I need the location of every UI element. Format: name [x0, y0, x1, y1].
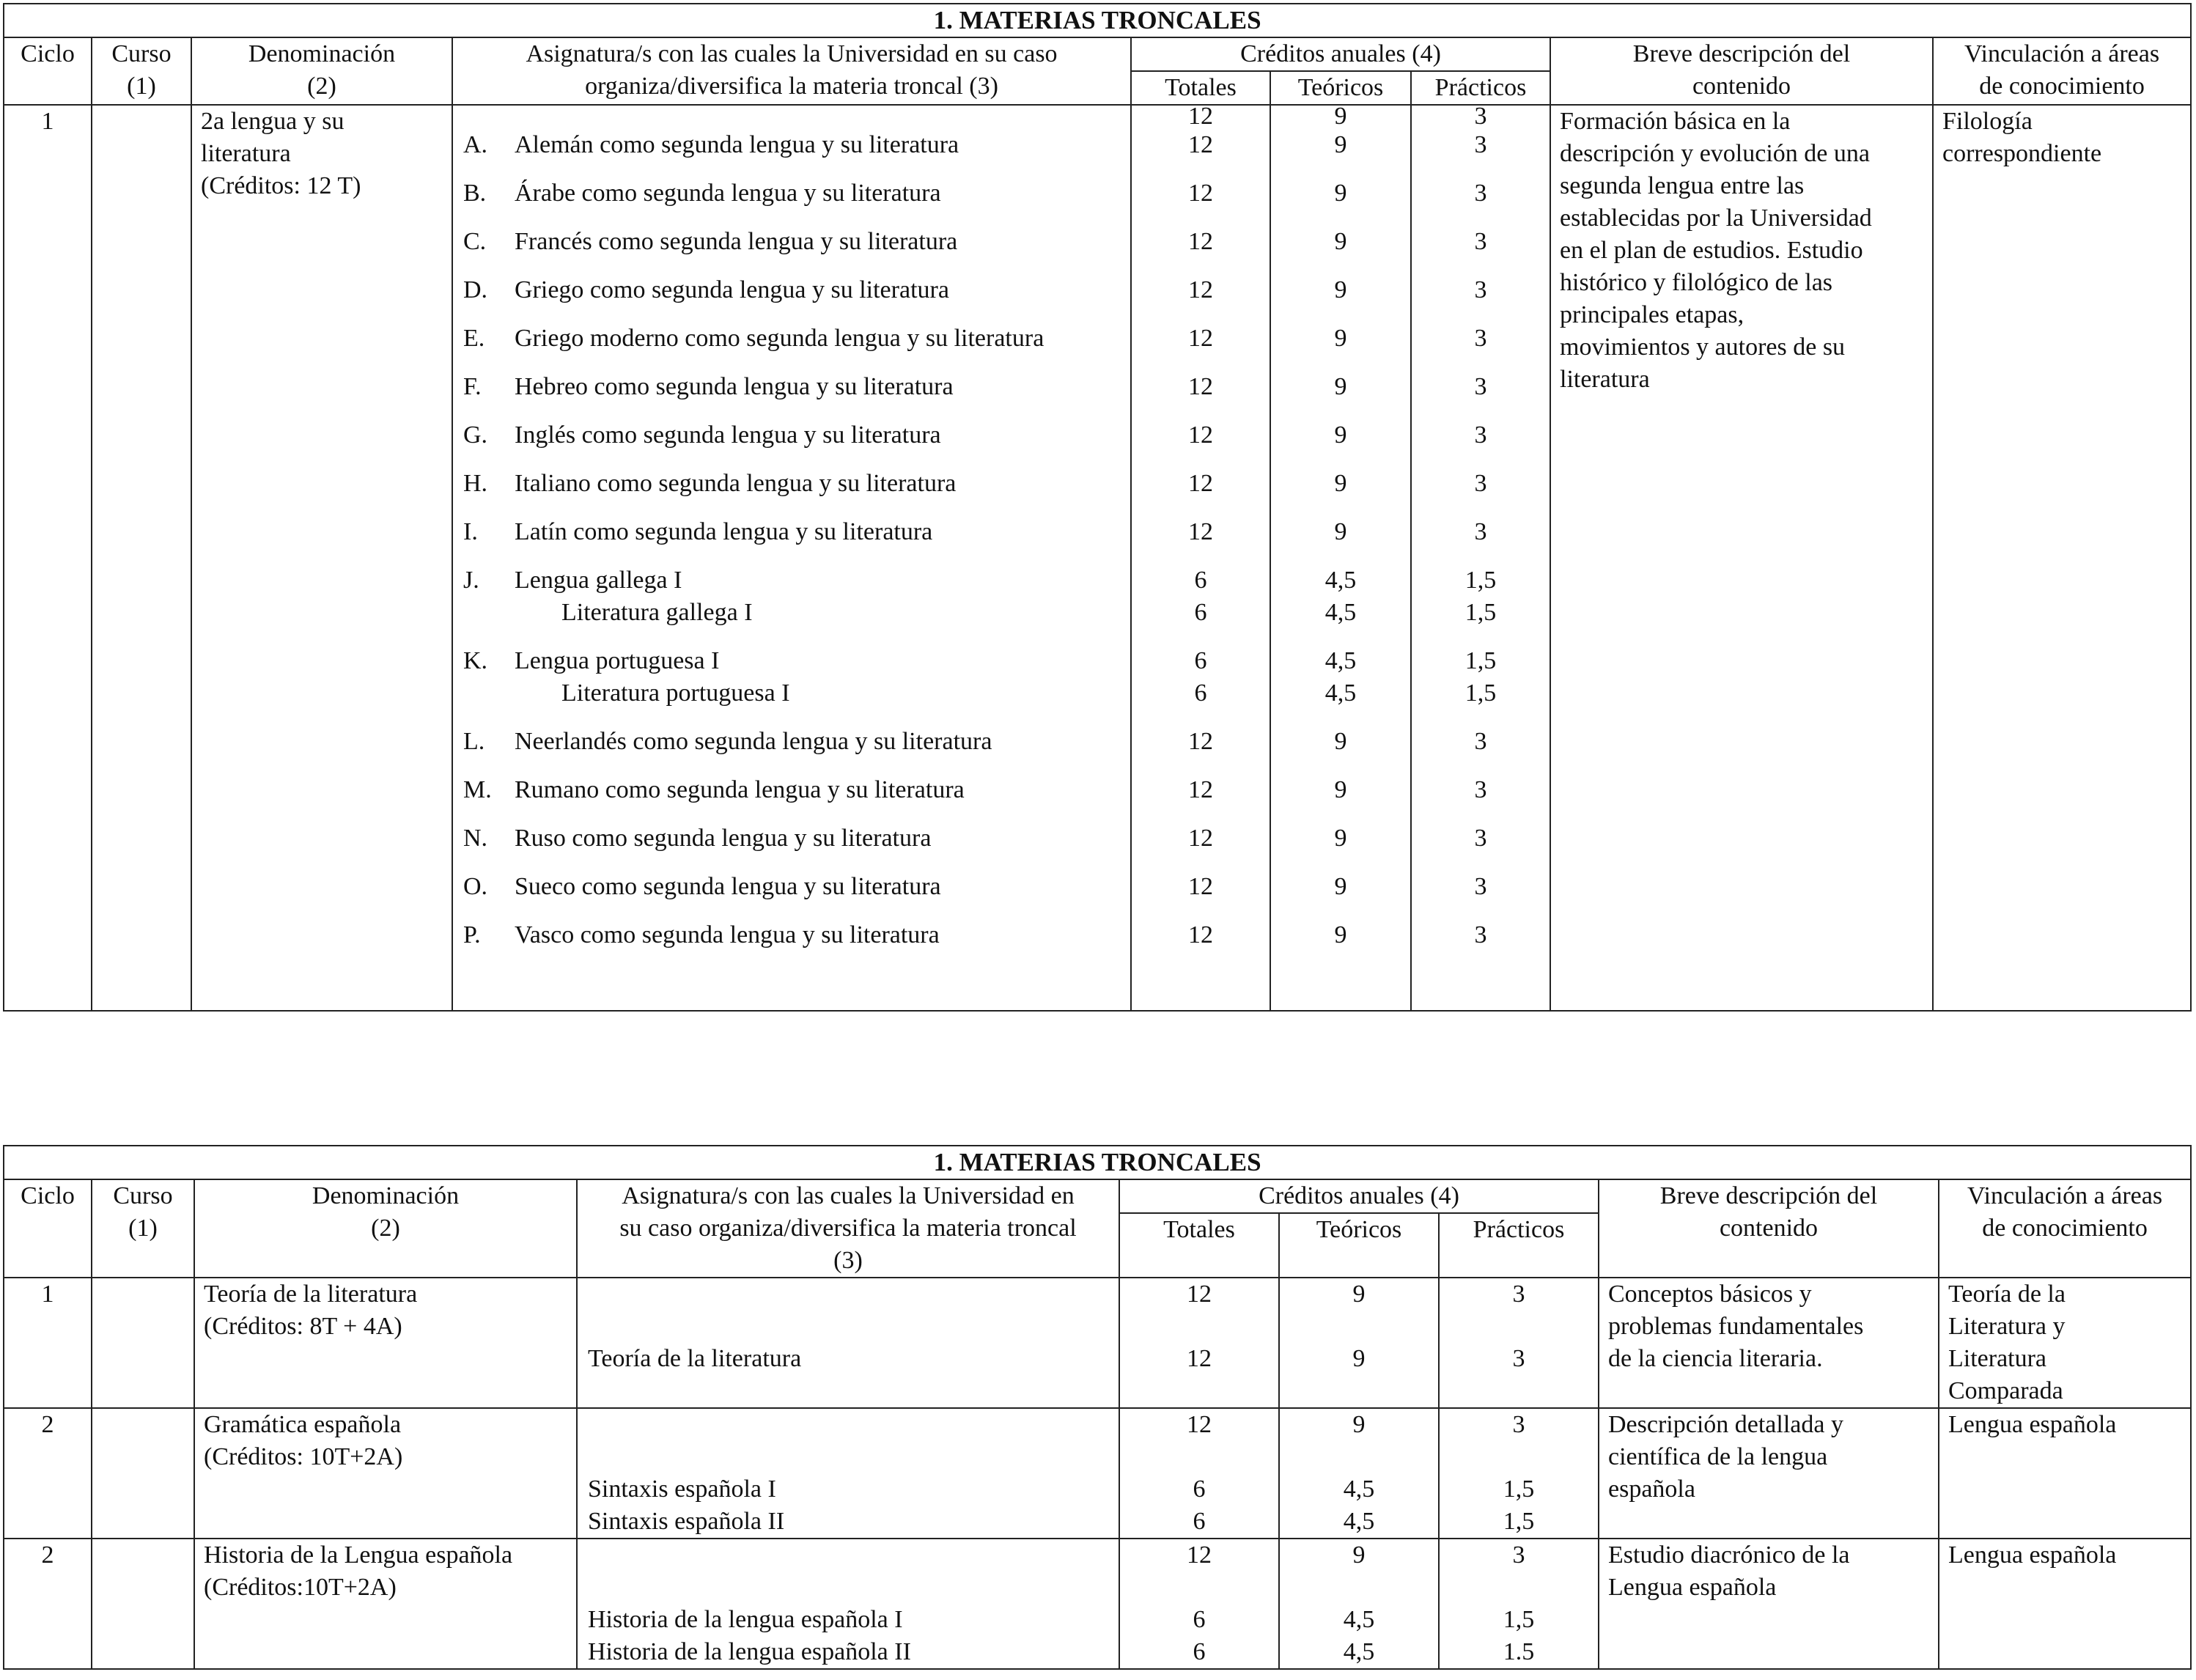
- asignaturas-cell: [577, 1408, 1119, 1539]
- asignatura-line: [453, 871, 1130, 903]
- teoricos-value: 9: [1334, 728, 1347, 755]
- teoricos-value: 4,5: [1324, 647, 1357, 674]
- header-totales: Totales: [1119, 1213, 1279, 1278]
- teoricos-value: 4,5: [1324, 567, 1357, 594]
- practicos-value: 1,5: [1503, 1606, 1535, 1633]
- totales-value: 12: [1188, 728, 1213, 755]
- ciclo-cell: 2: [4, 1539, 92, 1669]
- totales-value: 12: [1188, 470, 1213, 497]
- totales-value-group: [1132, 129, 1270, 161]
- practicos-value: 3: [1474, 373, 1487, 400]
- asignatura-name: Lengua gallega I: [515, 567, 682, 594]
- curso-cell: [92, 105, 191, 1011]
- totales-value: 12: [1188, 228, 1213, 255]
- asignatura-line: [453, 645, 1130, 677]
- totales-value-group: [1132, 419, 1270, 452]
- asignatura-name: Árabe como segunda lengua y su literatura: [515, 180, 941, 207]
- header-breve-descripcion: Breve descripción del contenido: [1599, 1179, 1939, 1278]
- practicos-cell: [1439, 1408, 1599, 1539]
- totales-value: [1120, 1311, 1278, 1343]
- summary-practicos: 3: [1474, 103, 1487, 130]
- asignatura-line: [453, 274, 1130, 306]
- asignatura-line: [453, 564, 1130, 597]
- header-asignatura: Asignatura/s con las cuales la Universidad en su caso organiza/diversifica la materia troncal (3): [577, 1179, 1119, 1278]
- summary-teoricos: 9: [1334, 103, 1347, 130]
- list-item: [453, 371, 1130, 403]
- totales-value: 12: [1188, 131, 1213, 158]
- materias-troncales-table-2: [3, 1145, 2192, 1670]
- table-row: [4, 105, 2191, 1011]
- practicos-value-group: [1412, 323, 1550, 355]
- totales-value-group: [1132, 468, 1270, 500]
- teoricos-value: 9: [1334, 180, 1347, 207]
- teoricos-value: 9: [1334, 131, 1347, 158]
- header-totales: Totales: [1131, 71, 1270, 105]
- header-curso: Curso (1): [92, 1179, 194, 1278]
- asignatura-sub-name: Literatura gallega I: [561, 599, 753, 626]
- practicos-value: 3: [1512, 1541, 1525, 1569]
- totales-value: 12: [1188, 373, 1213, 400]
- list-item: [453, 726, 1130, 758]
- header-creditos: Créditos anuales (4): [1119, 1179, 1599, 1213]
- asignatura-name: Alemán como segunda lengua y su literatura: [515, 131, 959, 158]
- asignaturas-cell: [577, 1539, 1119, 1669]
- descripcion-cell: Estudio diacrónico de la Lengua española: [1599, 1539, 1939, 1669]
- practicos-value: 1,5: [1464, 679, 1497, 707]
- asignatura-line: [453, 774, 1130, 806]
- totales-value: 12: [1188, 180, 1213, 207]
- denominacion-cell: Gramática española (Créditos: 10T+2A): [194, 1408, 577, 1539]
- practicos-value-group: [1412, 516, 1550, 548]
- totales-value: 12: [1188, 325, 1213, 352]
- practicos-value-group: [1412, 822, 1550, 855]
- totales-value-group: [1132, 919, 1270, 951]
- header-denominacion: Denominación (2): [191, 37, 452, 105]
- asignatura-letter: E.: [463, 325, 485, 352]
- totales-value: 12: [1187, 1345, 1212, 1372]
- asignatura-name: Ruso como segunda lengua y su literatura: [515, 825, 932, 852]
- teoricos-value-group: [1271, 323, 1410, 355]
- practicos-value-group: [1412, 419, 1550, 452]
- totales-cell: [1119, 1539, 1279, 1669]
- list-item: [453, 822, 1130, 855]
- teoricos-value: 9: [1334, 470, 1347, 497]
- teoricos-value-group: [1271, 822, 1410, 855]
- totales-value: 12: [1188, 518, 1213, 545]
- vinculacion-cell: Filología correspondiente: [1933, 105, 2191, 1011]
- asignatura-line: [453, 323, 1130, 355]
- totales-cell: [1119, 1278, 1279, 1408]
- header-practicos: Prácticos: [1439, 1213, 1599, 1278]
- teoricos-value: 4,5: [1324, 599, 1357, 626]
- header-curso: Curso (1): [92, 37, 191, 105]
- teoricos-value-group: [1271, 726, 1410, 758]
- teoricos-value: 9: [1334, 921, 1347, 948]
- totales-value-group: [1132, 774, 1270, 806]
- practicos-cell: [1439, 1539, 1599, 1669]
- totales-value-group: [1132, 871, 1270, 903]
- practicos-value-group: [1412, 226, 1550, 258]
- table-row: [4, 1278, 2191, 1408]
- totales-value: 6: [1194, 567, 1207, 594]
- list-item: [453, 323, 1130, 355]
- descripcion-cell: Descripción detallada y científica de la lengua española: [1599, 1408, 1939, 1539]
- asignatura-line: [453, 468, 1130, 500]
- totales-value: 12: [1188, 921, 1213, 948]
- descripcion-cell: Formación básica en la descripción y evolución de una segunda lengua entre las establecidas por la Universidad en el plan de estudios. Estudio histórico y filológico de las principales etapas, movimientos y autores de su literatura: [1550, 105, 1933, 1011]
- denominacion-cell: Historia de la Lengua española (Créditos:10T+2A): [194, 1539, 577, 1669]
- teoricos-value-group: [1271, 226, 1410, 258]
- teoricos-value-group: [1271, 645, 1410, 710]
- header-teoricos: Teóricos: [1279, 1213, 1439, 1278]
- totales-value-group: [1132, 323, 1270, 355]
- practicos-value: 3: [1474, 873, 1487, 900]
- teoricos-value: 9: [1334, 421, 1347, 449]
- asignatura-name: Neerlandés como segunda lengua y su literatura: [515, 728, 992, 755]
- asignatura-letter: I.: [463, 518, 478, 545]
- totales-value-group: [1132, 822, 1270, 855]
- totales-value: [1120, 1572, 1278, 1604]
- asignatura-letter: G.: [463, 421, 488, 449]
- ciclo-cell: 1: [4, 105, 92, 1011]
- table-title: 1. MATERIAS TRONCALES: [4, 1146, 2191, 1179]
- totales-value-group: [1132, 726, 1270, 758]
- asignatura-sub-name: Literatura portuguesa I: [561, 679, 790, 707]
- practicos-value: 3: [1474, 728, 1487, 755]
- practicos-value: [1440, 1441, 1598, 1473]
- asignatura-name: [588, 1441, 1119, 1473]
- ciclo-cell: 2: [4, 1408, 92, 1539]
- asignatura-letter: K.: [463, 647, 488, 674]
- practicos-value-group: [1412, 564, 1550, 629]
- practicos-value: 3: [1474, 325, 1487, 352]
- summary-totales: 12: [1188, 103, 1213, 130]
- practicos-value: 3: [1512, 1411, 1525, 1438]
- teoricos-value-group: [1271, 516, 1410, 548]
- totales-value: 6: [1193, 1606, 1206, 1633]
- asignatura-name: Sintaxis española I: [588, 1475, 776, 1503]
- teoricos-value: 4,5: [1343, 1508, 1375, 1535]
- asignatura-letter: J.: [463, 567, 479, 594]
- header-ciclo: Ciclo: [4, 37, 92, 105]
- teoricos-value: 4,5: [1343, 1606, 1375, 1633]
- practicos-value-group: [1412, 726, 1550, 758]
- asignatura-name: [588, 1311, 1119, 1343]
- practicos-value: 3: [1474, 470, 1487, 497]
- list-item: [453, 871, 1130, 903]
- teoricos-value: 9: [1334, 825, 1347, 852]
- asignaturas-cell: [452, 105, 1131, 1011]
- practicos-value: 3: [1474, 276, 1487, 303]
- teoricos-cell: [1279, 1278, 1439, 1408]
- asignatura-name: Lengua portuguesa I: [515, 647, 720, 674]
- header-creditos: Créditos anuales (4): [1131, 37, 1550, 71]
- totales-value: 12: [1187, 1541, 1212, 1569]
- header-breve-descripcion: Breve descripción del contenido: [1550, 37, 1933, 105]
- totales-cell: [1119, 1408, 1279, 1539]
- denominacion-cell: 2a lengua y su literatura (Créditos: 12 T): [191, 105, 452, 1011]
- totales-value: 6: [1194, 647, 1207, 674]
- teoricos-value: 4,5: [1324, 679, 1357, 707]
- practicos-value: 3: [1474, 228, 1487, 255]
- header-teoricos: Teóricos: [1270, 71, 1411, 105]
- list-item: [453, 645, 1130, 710]
- teoricos-value: 9: [1334, 325, 1347, 352]
- curso-cell: [92, 1278, 194, 1408]
- teoricos-value-group: [1271, 129, 1410, 161]
- teoricos-value: 4,5: [1343, 1638, 1375, 1665]
- totales-value: [1120, 1375, 1278, 1407]
- teoricos-value-group: [1271, 371, 1410, 403]
- practicos-value: 3: [1474, 825, 1487, 852]
- practicos-value-group: [1412, 871, 1550, 903]
- practicos-value: 3: [1474, 180, 1487, 207]
- curso-cell: [92, 1408, 194, 1539]
- list-item: [453, 419, 1130, 452]
- asignatura-letter: L.: [463, 728, 485, 755]
- asignatura-name: Hebreo como segunda lengua y su literatura: [515, 373, 954, 400]
- teoricos-value-group: [1271, 919, 1410, 951]
- practicos-value-group: [1412, 645, 1550, 710]
- totales-value: 12: [1188, 873, 1213, 900]
- totales-value: 6: [1193, 1508, 1206, 1535]
- totales-value: 12: [1188, 421, 1213, 449]
- header-asignatura: Asignatura/s con las cuales la Universidad en su caso organiza/diversifica la materia troncal (3): [452, 37, 1131, 105]
- asignatura-letter: D.: [463, 276, 488, 303]
- asignatura-name: [588, 1409, 1119, 1441]
- practicos-value: 3: [1474, 421, 1487, 449]
- table-title: 1. MATERIAS TRONCALES: [4, 4, 2191, 37]
- teoricos-value-group: [1271, 419, 1410, 452]
- teoricos-value: 9: [1334, 373, 1347, 400]
- practicos-value: 3: [1474, 921, 1487, 948]
- asignatura-name: Sueco como segunda lengua y su literatura: [515, 873, 941, 900]
- list-item: [453, 564, 1130, 629]
- totales-value: 6: [1193, 1638, 1206, 1665]
- practicos-value: 3: [1474, 518, 1487, 545]
- teoricos-cell: [1270, 105, 1411, 1011]
- totales-value: 12: [1187, 1281, 1212, 1308]
- list-item: [453, 226, 1130, 258]
- practicos-value-group: [1412, 468, 1550, 500]
- teoricos-value: 9: [1352, 1345, 1366, 1372]
- teoricos-value: 9: [1334, 873, 1347, 900]
- totales-value-group: [1132, 274, 1270, 306]
- asignatura-line: [453, 177, 1130, 210]
- asignatura-name: Inglés como segunda lengua y su literatura: [515, 421, 941, 449]
- practicos-cell: [1411, 105, 1550, 1011]
- list-item: [453, 774, 1130, 806]
- asignatura-letter: H.: [463, 470, 488, 497]
- ciclo-cell: 1: [4, 1278, 92, 1408]
- totales-value: 12: [1187, 1411, 1212, 1438]
- practicos-value: [1440, 1572, 1598, 1604]
- asignatura-name: Sintaxis española II: [588, 1508, 785, 1535]
- teoricos-value: 9: [1334, 228, 1347, 255]
- asignaturas-cell: [577, 1278, 1119, 1408]
- totales-value: 12: [1188, 825, 1213, 852]
- asignatura-name: [588, 1278, 1119, 1311]
- practicos-value: 1,5: [1503, 1508, 1535, 1535]
- asignatura-letter: M.: [463, 776, 492, 803]
- asignatura-line: [453, 419, 1130, 452]
- teoricos-value: [1280, 1441, 1438, 1473]
- asignatura-name: [588, 1539, 1119, 1572]
- practicos-value: 3: [1474, 131, 1487, 158]
- practicos-value: [1440, 1311, 1598, 1343]
- list-item: [453, 468, 1130, 500]
- asignatura-name: Francés como segunda lengua y su literatura: [515, 228, 958, 255]
- practicos-value: 1.5: [1503, 1638, 1535, 1665]
- teoricos-value: 9: [1334, 776, 1347, 803]
- totales-value: 12: [1188, 776, 1213, 803]
- asignatura-name: Teoría de la literatura: [588, 1345, 802, 1372]
- practicos-value: [1440, 1375, 1598, 1407]
- asignatura-name: Historia de la lengua española II: [588, 1638, 911, 1665]
- asignatura-letter: B.: [463, 180, 487, 207]
- table-row: [4, 1539, 2191, 1669]
- teoricos-value: 9: [1352, 1411, 1366, 1438]
- asignatura-name: Historia de la lengua española I: [588, 1606, 903, 1633]
- vinculacion-cell: Teoría de la Literatura y Literatura Comparada: [1939, 1278, 2191, 1408]
- asignatura-line: [453, 516, 1130, 548]
- list-item: [453, 177, 1130, 210]
- vinculacion-cell: Lengua española: [1939, 1408, 2191, 1539]
- practicos-value-group: [1412, 177, 1550, 210]
- practicos-value-group: [1412, 371, 1550, 403]
- teoricos-value: 9: [1334, 518, 1347, 545]
- practicos-value: 3: [1512, 1281, 1525, 1308]
- teoricos-value: [1280, 1311, 1438, 1343]
- teoricos-value-group: [1271, 774, 1410, 806]
- practicos-value-group: [1412, 274, 1550, 306]
- totales-value: 12: [1188, 276, 1213, 303]
- asignatura-name: Rumano como segunda lengua y su literatura: [515, 776, 965, 803]
- asignatura-name: Griego moderno como segunda lengua y su literatura: [515, 325, 1044, 352]
- teoricos-value: 9: [1334, 276, 1347, 303]
- asignatura-name: Griego como segunda lengua y su literatura: [515, 276, 949, 303]
- asignatura-name: [588, 1572, 1119, 1604]
- totales-value-group: [1132, 226, 1270, 258]
- asignatura-list: [453, 129, 1130, 951]
- practicos-value: 1,5: [1464, 647, 1497, 674]
- asignatura-name: Vasco como segunda lengua y su literatura: [515, 921, 940, 948]
- teoricos-value: 4,5: [1343, 1475, 1375, 1503]
- list-item: [453, 129, 1130, 161]
- practicos-value: 1,5: [1503, 1475, 1535, 1503]
- totales-value-group: [1132, 516, 1270, 548]
- totales-value-group: [1132, 371, 1270, 403]
- asignatura-letter: O.: [463, 873, 488, 900]
- teoricos-value: 9: [1352, 1281, 1366, 1308]
- asignatura-letter: N.: [463, 825, 488, 852]
- practicos-value: 1,5: [1464, 599, 1497, 626]
- asignatura-letter: P.: [463, 921, 481, 948]
- teoricos-value: 9: [1352, 1541, 1366, 1569]
- practicos-value-group: [1412, 919, 1550, 951]
- totales-value-group: [1132, 564, 1270, 629]
- practicos-cell: [1439, 1278, 1599, 1408]
- asignatura-line: [453, 371, 1130, 403]
- curso-cell: [92, 1539, 194, 1669]
- denominacion-cell: Teoría de la literatura (Créditos: 8T + 4A): [194, 1278, 577, 1408]
- header-vinculacion: Vinculación a áreas de conocimiento: [1933, 37, 2191, 105]
- asignatura-line: [453, 226, 1130, 258]
- teoricos-value-group: [1271, 468, 1410, 500]
- asignatura-line: [453, 919, 1130, 951]
- practicos-value: 3: [1474, 776, 1487, 803]
- teoricos-value-group: [1271, 274, 1410, 306]
- materias-troncales-table-1: [3, 3, 2192, 1012]
- totales-value-group: [1132, 177, 1270, 210]
- teoricos-value: [1280, 1375, 1438, 1407]
- teoricos-cell: [1279, 1408, 1439, 1539]
- vinculacion-cell: Lengua española: [1939, 1539, 2191, 1669]
- asignatura-name: [588, 1375, 1119, 1407]
- list-item: [453, 919, 1130, 951]
- header-denominacion: Denominación (2): [194, 1179, 577, 1278]
- asignatura-line: [453, 726, 1130, 758]
- teoricos-value: [1280, 1572, 1438, 1604]
- header-ciclo: Ciclo: [4, 1179, 92, 1278]
- asignatura-name: Italiano como segunda lengua y su literatura: [515, 470, 957, 497]
- teoricos-value-group: [1271, 177, 1410, 210]
- descripcion-cell: Conceptos básicos y problemas fundamentales de la ciencia literaria.: [1599, 1278, 1939, 1408]
- asignatura-letter: C.: [463, 228, 487, 255]
- practicos-value: 3: [1512, 1345, 1525, 1372]
- list-item: [453, 274, 1130, 306]
- totales-value: 6: [1193, 1475, 1206, 1503]
- totales-value-group: [1132, 645, 1270, 710]
- totales-value: [1120, 1441, 1278, 1473]
- list-item: [453, 516, 1130, 548]
- asignatura-name: Latín como segunda lengua y su literatura: [515, 518, 933, 545]
- totales-value: 6: [1194, 679, 1207, 707]
- teoricos-cell: [1279, 1539, 1439, 1669]
- header-vinculacion: Vinculación a áreas de conocimiento: [1939, 1179, 2191, 1278]
- table-row: [4, 1408, 2191, 1539]
- teoricos-value-group: [1271, 871, 1410, 903]
- asignatura-line: [453, 129, 1130, 161]
- header-practicos: Prácticos: [1411, 71, 1550, 105]
- practicos-value-group: [1412, 129, 1550, 161]
- practicos-value-group: [1412, 774, 1550, 806]
- teoricos-value-group: [1271, 564, 1410, 629]
- practicos-value: 1,5: [1464, 567, 1497, 594]
- asignatura-letter: F.: [463, 373, 482, 400]
- totales-value: 6: [1194, 599, 1207, 626]
- totales-cell: [1131, 105, 1270, 1011]
- asignatura-line: [453, 822, 1130, 855]
- asignatura-letter: A.: [463, 131, 488, 158]
